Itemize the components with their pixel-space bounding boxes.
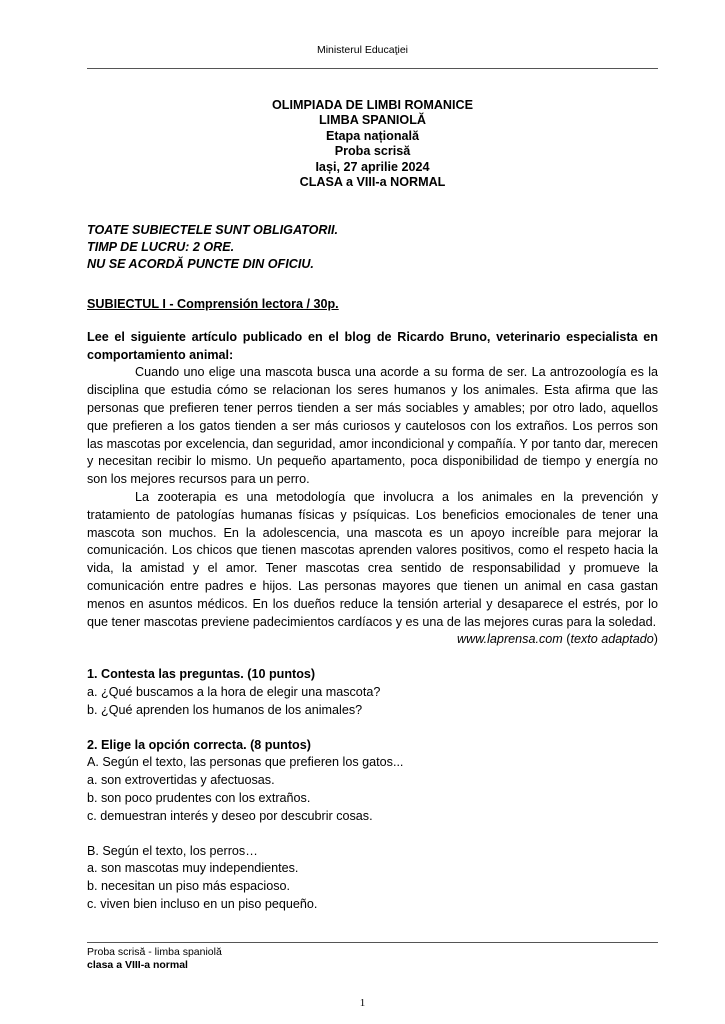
spacer — [87, 826, 658, 843]
question-2-title: 2. Elige la opción correcta. (8 puntos) — [87, 737, 311, 752]
question-2a-stem: A. Según el texto, las personas que prefieren los gatos... — [87, 755, 404, 770]
rule-points: NU SE ACORDĂ PUNCTE DIN OFICIU. — [87, 257, 314, 271]
source-note: texto adaptado — [570, 632, 654, 647]
source-site: www.laprensa.com — [457, 632, 563, 647]
question-2a-option-a: a. son extrovertidas y afectuosas. — [87, 773, 275, 788]
question-1-item-a: a. ¿Qué buscamos a la hora de elegir una mascota? — [87, 684, 381, 699]
title-line-test-type: Proba scrisă — [334, 144, 411, 159]
section-title: SUBIECTUL I - Comprensión lectora / 30p. — [87, 297, 339, 311]
footer-test-name: Proba scrisă - limba spaniolă — [87, 946, 222, 958]
title-line-stage: Etapa națională — [325, 128, 420, 143]
reading-intro: Lee el siguiente artículo publicado en el blog de Ricardo Bruno, veterinario especialista en comportamiento animal: — [87, 329, 658, 362]
question-2b-stem: B. Según el texto, los perros… — [87, 843, 258, 858]
footer-divider — [87, 942, 658, 943]
rule-time: TIMP DE LUCRU: 2 ORE. — [87, 240, 235, 254]
title-line-date: Iași, 27 aprilie 2024 — [315, 159, 430, 174]
title-line-olympiad: OLIMPIADA DE LIMBI ROMANICE — [271, 98, 474, 112]
question-2b-option-b: b. necesitan un piso más espacioso. — [87, 879, 291, 894]
question-2a-option-b: b. son poco prudentes con los extraños. — [87, 790, 311, 805]
exam-title-block — [87, 98, 658, 190]
page-header-ministry: Ministerul Educaţiei — [316, 44, 409, 56]
question-2b-option-c: c. viven bien incluso en un piso pequeño. — [87, 896, 318, 911]
footer-class: clasa a VIII-a normal — [87, 958, 188, 971]
spacer — [87, 720, 658, 737]
main-content — [87, 296, 658, 914]
article-source: www.laprensa.com (texto adaptado) — [457, 632, 658, 647]
question-2a-option-c: c. demuestran interés y deseo por descubrir cosas. — [87, 808, 373, 823]
question-2b-option-a: a. son mascotas muy independientes. — [87, 861, 299, 876]
title-line-class: CLASA a VIII-a NORMAL — [299, 175, 446, 190]
header-divider — [87, 68, 658, 69]
article-paragraph-1: Cuando uno elige una mascota busca una acorde a su forma de ser. La antrozoología es la disciplina que estudia cómo se relacionan los seres humanos y los animales. Esta afirma que las personas que prefieren tener perros tienden a ser más sociables y amables; por otro lado, aquellos que prefieren a los gatos tienden a ser más curiosos y cautelosos con los extraños. Los perros son las mascotas por excelencia, dan seguridad, amor incondicional y compañía. Y por tanto dar, merecen y necesitan recibir lo mismo. Un pequeño apartamento, poca disponibilidad de tiempo y energía no son los mejores recursos para un perro. — [87, 365, 658, 487]
question-1-item-b: b. ¿Qué aprenden los humanos de los animales? — [87, 702, 363, 717]
title-line-language: LIMBA SPANIOLĂ — [318, 113, 427, 128]
rule-mandatory: TOATE SUBIECTELE SUNT OBLIGATORII. — [87, 223, 338, 237]
exam-rules — [87, 222, 658, 273]
page-number: 1 — [359, 997, 366, 1009]
article-paragraph-2: La zooterapia es una metodología que involucra a los animales en la prevención y tratamiento de patologías humanas físicas y psíquicas. Los beneficios emocionales de tener una mascota son muchos. En la adolescencia, una mascota es un apoyo increíble para mejorar la comunicación. Los chicos que tienen mascotas aprenden valores positivos, como el respeto hacia la vida, la amistad y el amor. Tener mascotas crea sentido de responsabilidad y promueve la comunicación entre padres e hijos. Las personas mayores que tienen un animal en casa gastan menos en asuntos médicos. En los dueños reduce la tensión arterial y desaparece el estrés, por lo que tener mascotas previene padecimientos cardíacos y es una de las mejores curas para la soledad. — [87, 489, 658, 629]
question-1-title: 1. Contesta las preguntas. (10 puntos) — [87, 667, 316, 682]
page-footer — [87, 946, 222, 971]
